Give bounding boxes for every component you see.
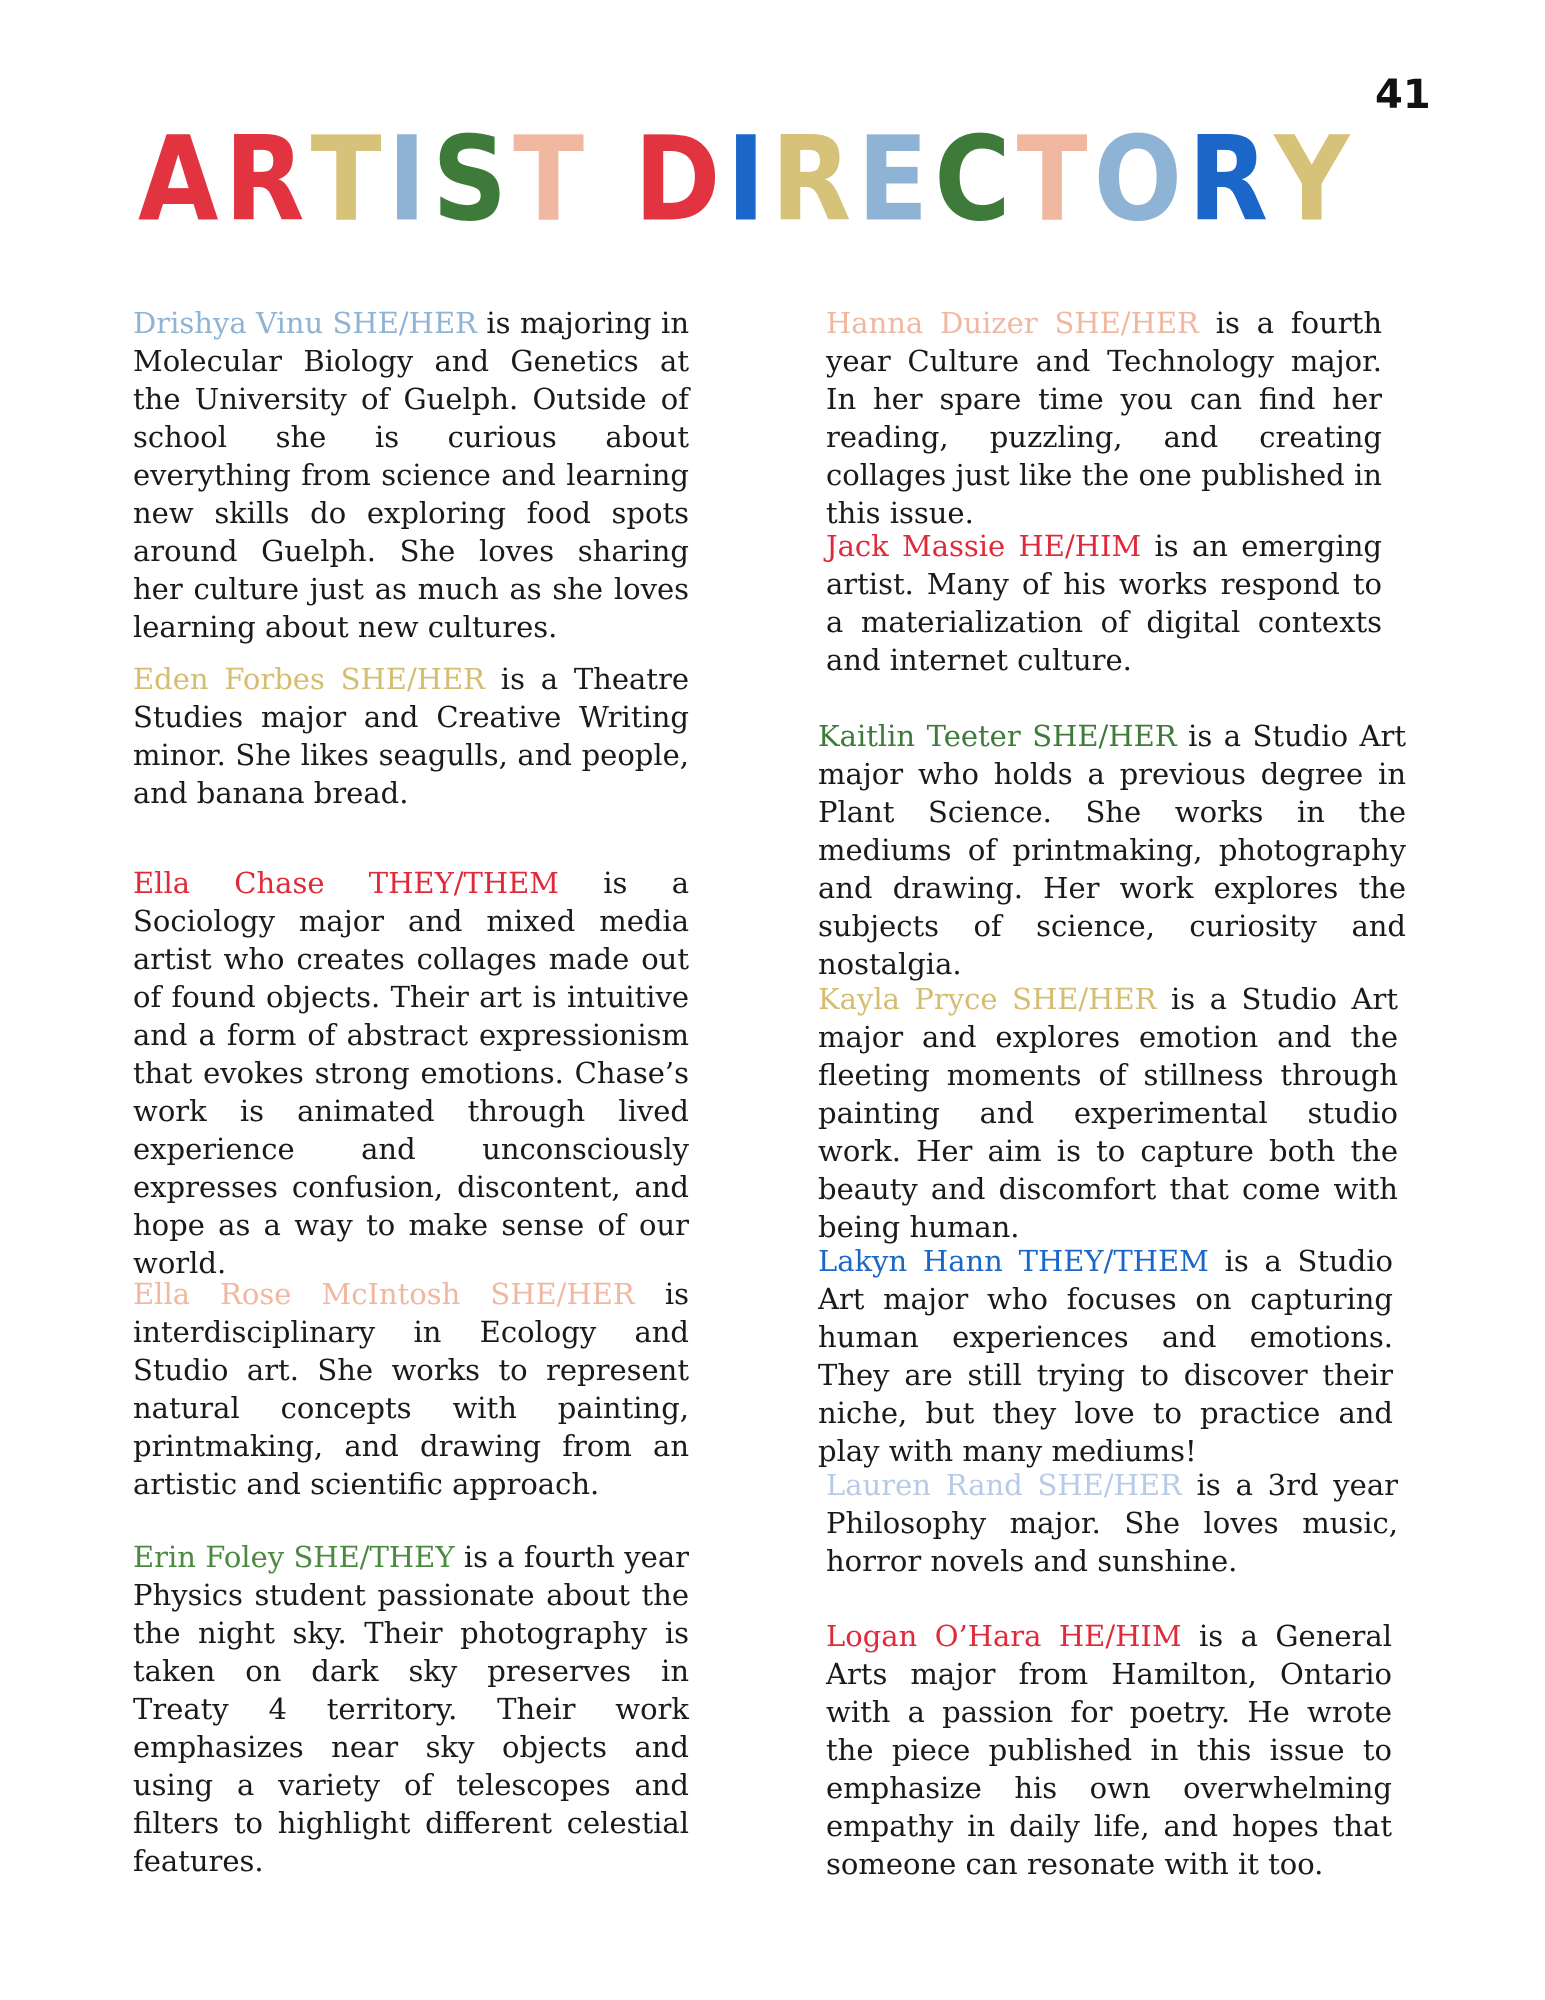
artist-name: Lakyn Hann THEY/THEM — [818, 1244, 1209, 1278]
artist-entry — [133, 1275, 689, 1503]
artist-name: Erin Foley SHE/THEY — [133, 1540, 455, 1574]
title-letter: R — [224, 110, 311, 248]
artist-name: Eden Forbes SHE/HER — [133, 662, 486, 696]
page-title — [138, 110, 1356, 248]
title-letter: E — [857, 110, 935, 248]
artist-entry — [826, 304, 1382, 532]
artist-name: Hanna Duizer SHE/HER — [826, 306, 1199, 340]
artist-entry — [818, 717, 1406, 983]
artist-name: Kayla Pryce SHE/HER — [818, 982, 1157, 1016]
artist-entry — [818, 1242, 1393, 1470]
artist-entry — [133, 1538, 689, 1880]
artist-bio: is a 3rd year Philosophy major. She loves music, horror novels and sunshine. — [826, 1468, 1398, 1578]
artist-name: Lauren Rand SHE/HER — [826, 1468, 1182, 1502]
artist-name: Jack Massie HE/HIM — [826, 529, 1142, 563]
title-letter: I — [387, 110, 433, 248]
artist-entry — [826, 1466, 1398, 1580]
title-letter: Y — [1274, 110, 1356, 248]
title-letter: T — [513, 110, 591, 248]
page-number: 41 — [1375, 72, 1431, 118]
artist-bio: is a Studio Art major and explores emotion and the fleeting moments of stillness through painting and experimental studio work. Her aim is to capture both the beauty and discomfort that come with being human. — [818, 982, 1398, 1244]
artist-name: Ella Chase THEY/THEM — [133, 866, 559, 900]
artist-entry — [818, 980, 1398, 1246]
artist-entry — [826, 527, 1382, 679]
title-letter: S — [432, 110, 514, 248]
title-letter: T — [1016, 110, 1094, 248]
title-letter: D — [634, 110, 727, 248]
artist-bio: is a Studio Art major who focuses on capturing human experiences and emotions. They are still trying to discover their niche, but they love to practice and play with many mediums! — [818, 1244, 1394, 1468]
artist-bio: is a Sociology major and mixed media artist who creates collages made out of found objects. Their art is intuitive and a form of abstract expressionism that evokes strong emotions. Chase’s work is animated through lived experience and unconsciously expresses confusion, discontent, and hope as a way to make sense of our world. — [133, 866, 689, 1280]
title-letter: A — [138, 110, 225, 248]
artist-entry — [133, 660, 689, 812]
title-space — [590, 111, 634, 248]
artist-name: Kaitlin Teeter SHE/HER — [818, 719, 1177, 753]
title-letter: T — [310, 110, 388, 248]
title-letter: O — [1093, 110, 1188, 248]
title-letter: I — [726, 110, 772, 248]
artist-bio: is a fourth year Physics student passionate about the the night sky. Their photography is taken on dark sky preserves in Treaty 4 territory. Their work emphasizes near sky objects and using a variety of telescopes and filters to highlight different celestial features. — [133, 1540, 689, 1878]
artist-name: Drishya Vinu SHE/HER — [133, 306, 477, 340]
artist-bio: is a Studio Art major who holds a previous degree in Plant Science. She works in the mediums of printmaking, photography and drawing. Her work explores the subjects of science, curiosity and nostalgia. — [818, 719, 1406, 981]
artist-name: Logan O’Hara HE/HIM — [826, 1619, 1182, 1653]
artist-bio: is a General Arts major from Hamilton, Ontario with a passion for poetry. He wrote the piece published in this issue to emphasize his own overwhelming empathy in daily life, and hopes that someone can resonate with it too. — [826, 1619, 1392, 1881]
artist-entry — [133, 864, 689, 1282]
artist-bio: is an emerging artist. Many of his works respond to a materialization of digital contexts and internet culture. — [826, 529, 1383, 677]
artist-entry — [133, 304, 689, 646]
artist-bio: is a fourth year Culture and Technology major. In her spare time you can find her reading, puzzling, and creating collages just like the one published in this issue. — [826, 306, 1382, 530]
title-letter: R — [771, 110, 858, 248]
artist-bio: is a Theatre Studies major and Creative Writing minor. She likes seagulls, and people, and banana bread. — [133, 662, 689, 810]
title-letter: R — [1187, 110, 1275, 248]
artist-bio: is majoring in Molecular Biology and Genetics at the University of Guelph. Outside of school she is curious about everything from science and learning new skills do exploring food spots around Guelph. She loves sharing her culture just as much as she loves learning about new cultures. — [133, 306, 689, 644]
artist-name: Ella Rose McIntosh SHE/HER — [133, 1277, 635, 1311]
artist-entry — [826, 1617, 1392, 1883]
artist-bio: is interdisciplinary in Ecology and Studio art. She works to represent natural concepts with painting, printmaking, and drawing from an artistic and scientific approach. — [133, 1277, 689, 1501]
title-letter: C — [934, 110, 1017, 248]
